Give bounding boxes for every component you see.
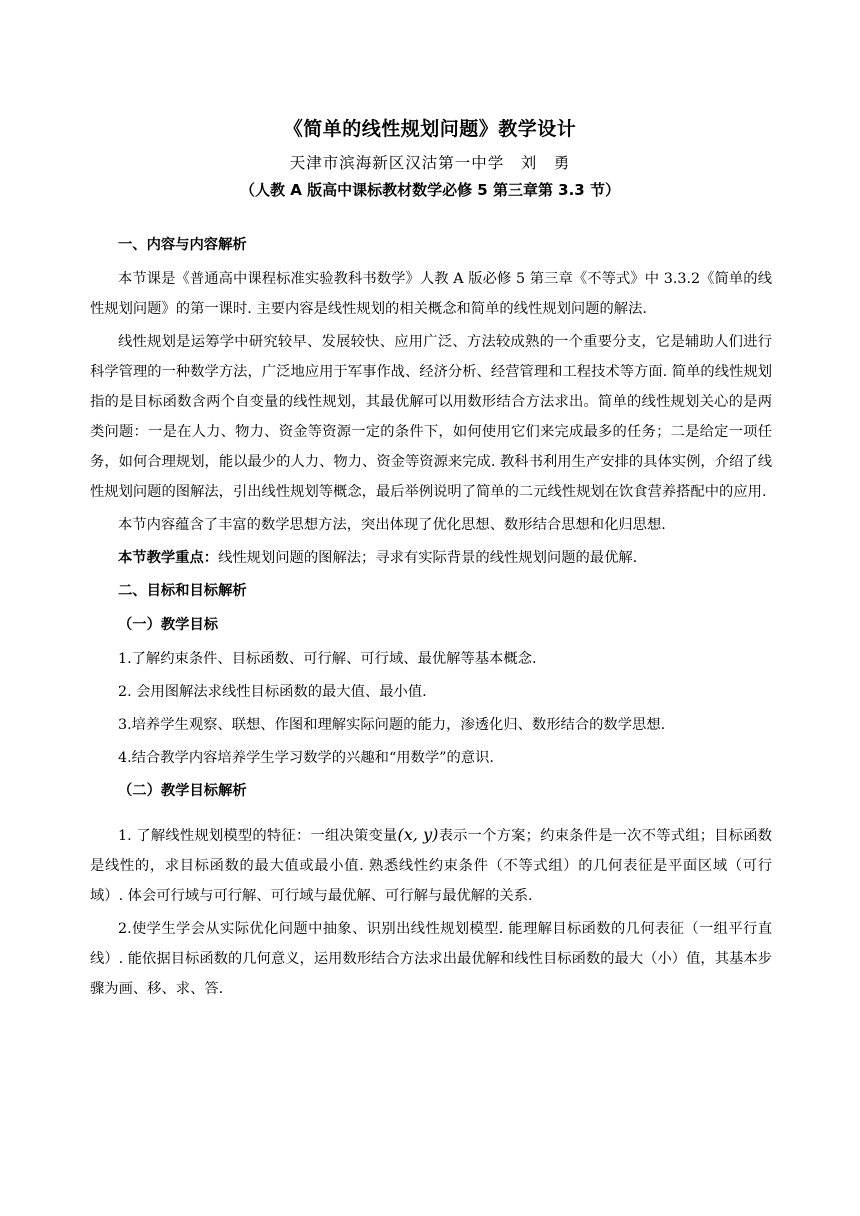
key-points-label: 本节教学重点： bbox=[118, 550, 219, 566]
goal-item: 1.了解约束条件、目标函数、可行解、可行域、最优解等基本概念. bbox=[118, 651, 537, 667]
paragraph-linear-programming: 线性规划是运筹学中研究较早、发展较快、应用广泛、方法较成熟的一个重要分支，它是辅助人们进行科学管理的一种数学方法，广泛地应用于军事作战、经济分析、经营管理和工程技术等方面. 简单的线性规划指的是目标函数含两个自变量的线性规划，其最优解可以用数形结合方法求出。简单的线性规划关心的是两类问题：一是在人力、物力、资金等资源一定的条件下，如何使用它们来完成最多的任务；二是给定一项任务，如何合理规划，能以最少的人力、物力、资金等资源来完成. 教科书利用生产安排的具体实例，介绍了线性规划问题的图解法，引出线性规划等概念，最后举例说明了简单的二元线性规划在饮食营养搭配中的应用. bbox=[90, 334, 772, 500]
analysis-1-start: 1. 了解线性规划模型的特征：一组决策变量 bbox=[118, 828, 398, 844]
document-body bbox=[90, 230, 772, 1007]
goal-item: 2. 会用图解法求线性目标函数的最大值、最小值. bbox=[118, 684, 427, 700]
subheading-goal-analysis: （二）教学目标解析 bbox=[118, 783, 247, 799]
section-heading-content: 一、内容与内容解析 bbox=[118, 237, 247, 253]
paragraph-analysis-1 bbox=[90, 820, 772, 911]
paragraph-analysis-2: 2.使学生学会从实际优化问题中抽象、识别出线性规划模型. 能理解目标函数的几何表征（一组平行直线）. 能依据目标函数的几何意义，运用数形结合方法求出最优解和线性目标函数的最大（小）值，其基本步骤为画、移、求、答. bbox=[90, 921, 772, 997]
source-line: （人教 A 版高中课标教材数学必修 5 第三章第 3.3 节） bbox=[240, 181, 620, 199]
key-points-text: 线性规划问题的图解法；寻求有实际背景的线性规划问题的最优解. bbox=[218, 550, 638, 566]
paragraph-intro: 本节课是《普通高中课程标准实验教科书数学》人教 A 版必修 5 第三章《不等式》中 3.3.2《简单的线性规划问题》的第一课时. 主要内容是线性规划的相关概念和简单的线性规划问题的解法. bbox=[90, 271, 772, 317]
subheading-teaching-goals: （一）教学目标 bbox=[118, 617, 219, 633]
document-title: 《简单的线性规划问题》教学设计 bbox=[283, 118, 577, 140]
goal-item: 4.结合教学内容培养学生学习数学的兴趣和“用数学”的意识. bbox=[118, 750, 494, 766]
section-heading-goals: 二、目标和目标解析 bbox=[118, 583, 247, 599]
author-line: 天津市滨海新区汉沽第一中学 刘 勇 bbox=[289, 154, 571, 172]
decision-variable-math: (x, y) bbox=[397, 825, 439, 844]
paragraph-thinking-methods: 本节内容蕴含了丰富的数学思想方法，突出体现了优化思想、数形结合思想和化归思想. bbox=[118, 517, 666, 533]
goal-item: 3.培养学生观察、联想、作图和理解实际问题的能力，渗透化归、数形结合的数学思想. bbox=[118, 717, 666, 733]
paragraph-key-points bbox=[90, 543, 772, 573]
analysis-1-rest: 表示一个方案；约束条件是一次不等式组；目标函数是线性的，求目标函数的最大值或最小值. 熟悉线性约束条件（不等式组）的几何表征是平面区域（可行域）. 体会可行域与可行解、可行域与最优解、可行解与最优解的关系. bbox=[90, 828, 773, 904]
